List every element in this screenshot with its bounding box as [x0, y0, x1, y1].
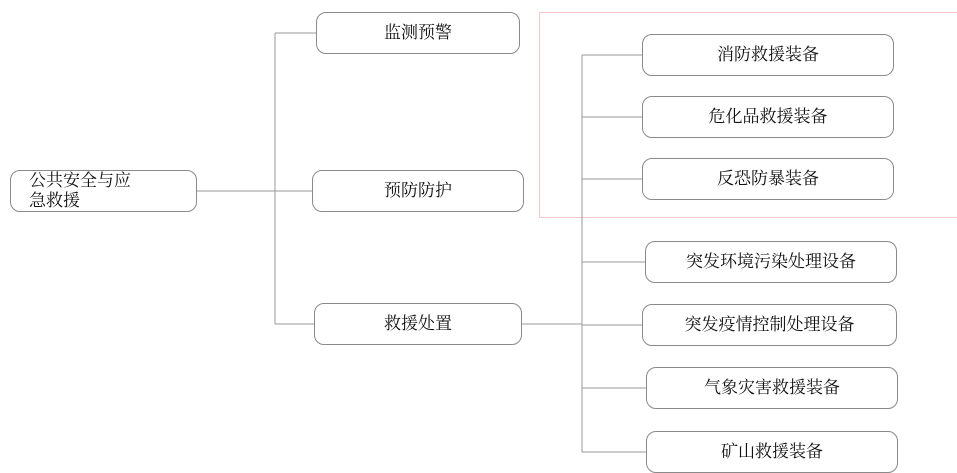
root-label-line2: 急救援 — [29, 191, 80, 211]
root-label — [29, 171, 131, 211]
node-prevention: 预防防护 — [312, 170, 524, 212]
node-anti-terror-equipment: 反恐防暴装备 — [642, 158, 894, 200]
node-hazmat-rescue-equipment: 危化品救援装备 — [642, 96, 894, 138]
node-monitoring: 监测预警 — [316, 12, 520, 54]
root-label-line1: 公共安全与应 — [29, 171, 131, 191]
root-node — [10, 170, 197, 212]
node-rescue: 救援处置 — [314, 303, 522, 345]
node-env-pollution-equipment: 突发环境污染处理设备 — [645, 241, 897, 283]
node-fire-rescue-equipment: 消防救援装备 — [642, 34, 894, 76]
node-meteorological-rescue-equipment: 气象灾害救援装备 — [646, 367, 898, 409]
node-mining-rescue-equipment: 矿山救援装备 — [646, 431, 898, 473]
node-epidemic-control-equipment: 突发疫情控制处理设备 — [642, 304, 897, 346]
